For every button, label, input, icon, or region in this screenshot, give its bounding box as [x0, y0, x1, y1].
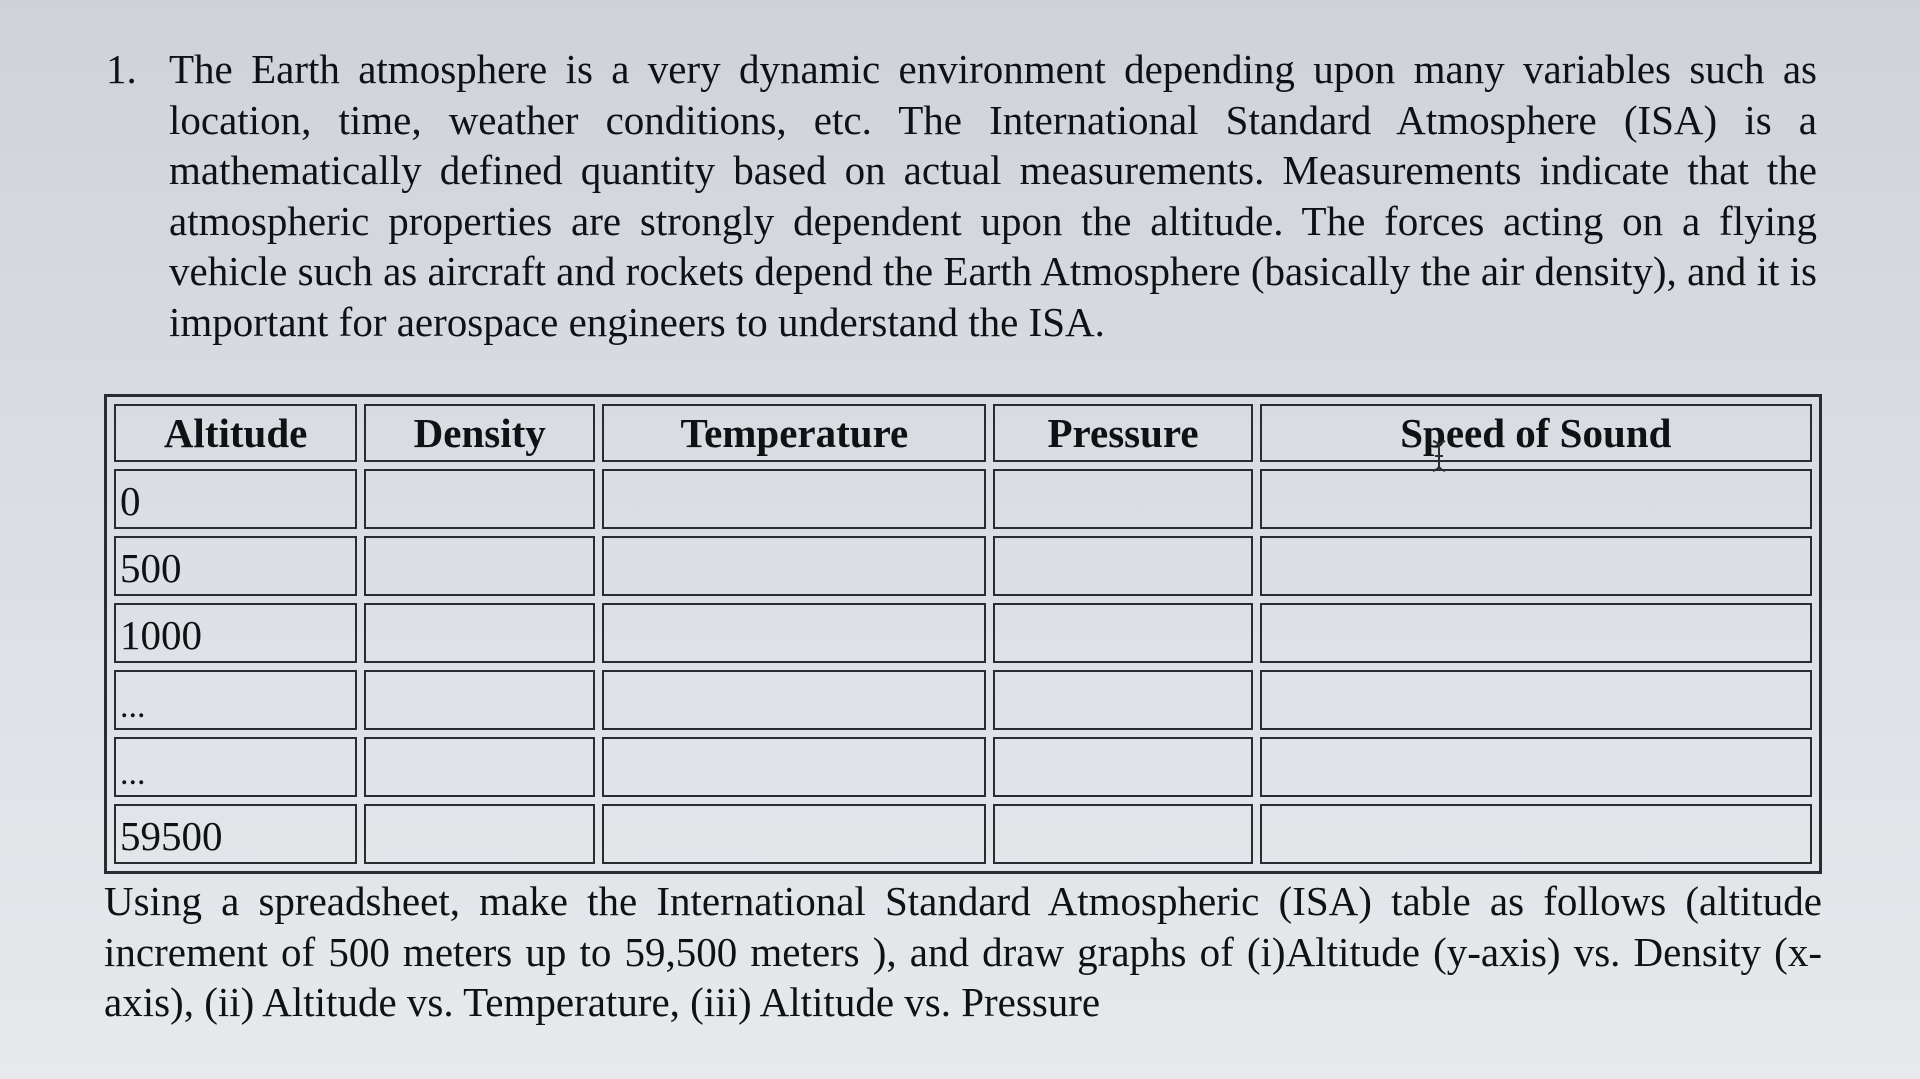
cell-pressure[interactable] [993, 603, 1252, 663]
cell-density[interactable] [364, 670, 595, 730]
cell-density[interactable] [364, 737, 595, 797]
cell-altitude[interactable]: 1000 [114, 603, 357, 663]
cell-density[interactable] [364, 469, 595, 529]
cell-altitude[interactable]: ... [114, 737, 357, 797]
cell-speed-of-sound[interactable] [1260, 804, 1812, 864]
cell-temperature[interactable] [602, 536, 986, 596]
header-speed-of-sound: Speed of Sound [1260, 404, 1812, 462]
table-row [114, 737, 1812, 797]
instructions-text: Using a spreadsheet, make the International Standard Atmospheric (ISA) table as follows (altitude increment of 500 meters up to 59,500 meters ), and draw graphs of (i)Altitude (y-axis) vs. Density (x- axis), (ii) Altitude vs. Temperature, (iii) Altitude vs. Pressure [104, 878, 1822, 1025]
table-header-row [114, 404, 1812, 462]
cell-speed-of-sound[interactable] [1260, 536, 1812, 596]
header-altitude: Altitude [114, 404, 357, 462]
table-row [114, 536, 1812, 596]
cell-speed-of-sound[interactable] [1260, 469, 1812, 529]
cell-density[interactable] [364, 804, 595, 864]
cell-altitude[interactable]: 59500 [114, 804, 357, 864]
header-density: Density [364, 404, 595, 462]
header-temperature: Temperature [602, 404, 986, 462]
cell-altitude[interactable]: 0 [114, 469, 357, 529]
cell-pressure[interactable] [993, 804, 1252, 864]
cell-speed-of-sound[interactable] [1260, 670, 1812, 730]
cell-altitude[interactable]: 500 [114, 536, 357, 596]
question-text: The Earth atmosphere is a very dynamic environment depending upon many variables such as location, time, weather conditions, etc. The International Standard Atmosphere (ISA) is a mathematically defined quantity based on actual measurements. Measurements indicate that the atmospheric properties are strongly dependent upon the altitude. The forces acting on a flying vehicle such as aircraft and rockets depend the Earth Atmosphere (basically the air density), and it is important for aerospace engineers to understand the ISA. [169, 46, 1817, 345]
cell-speed-of-sound[interactable] [1260, 603, 1812, 663]
cell-speed-of-sound[interactable] [1260, 737, 1812, 797]
cell-density[interactable] [364, 536, 595, 596]
cell-temperature[interactable] [602, 737, 986, 797]
table-row [114, 670, 1812, 730]
text-cursor-icon [1432, 440, 1446, 472]
table-row [114, 469, 1812, 529]
cell-temperature[interactable] [602, 603, 986, 663]
cell-density[interactable] [364, 603, 595, 663]
isa-table [104, 394, 1822, 874]
cell-altitude[interactable]: ... [114, 670, 357, 730]
cell-pressure[interactable] [993, 469, 1252, 529]
cell-temperature[interactable] [602, 670, 986, 730]
header-pressure: Pressure [993, 404, 1252, 462]
cell-temperature[interactable] [602, 804, 986, 864]
cell-pressure[interactable] [993, 737, 1252, 797]
cell-pressure[interactable] [993, 670, 1252, 730]
table-row [114, 804, 1812, 864]
question-number: 1. [106, 46, 137, 92]
table-row [114, 603, 1812, 663]
cell-pressure[interactable] [993, 536, 1252, 596]
cell-temperature[interactable] [602, 469, 986, 529]
